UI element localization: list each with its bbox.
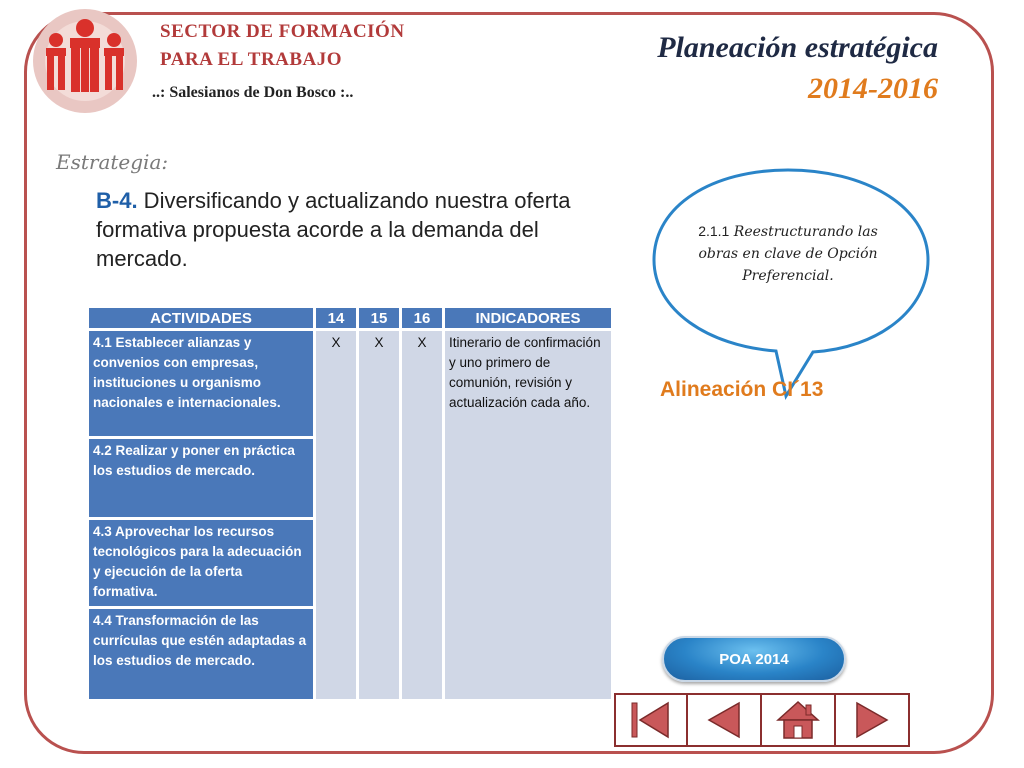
page-years: 2014-2016 [808,72,938,105]
bubble-code: 2.1.1 [698,223,730,239]
org-title [160,18,405,74]
bubble-text [680,220,896,287]
previous-slide-button[interactable] [688,693,762,747]
activity-cell: 4.1 Establecer alianzas y convenios con empresas, instituciones u organismo nacionales e internacionales. [88,330,315,438]
page-title: Planeación estratégica [657,31,938,64]
header-year-16: 16 [401,307,444,330]
mark-14-cell: X [315,330,358,701]
header-year-15: 15 [358,307,401,330]
strategy-label: Estrategia: [56,150,169,174]
org-title-line2: PARA EL TRABAJO [160,49,343,70]
strategy-description: Diversificando y actualizando nuestra oferta formativa propuesta acorde a la demanda del mercado. [96,188,571,271]
slide-navigation [614,693,910,747]
first-slide-icon [628,700,674,740]
bubble-description: Reestructurando las obras en clave de Opción Preferencial. [698,224,878,284]
activity-cell: 4.4 Transformación de las currículas que estén adaptadas a los estudios de mercado. [88,608,315,701]
next-slide-button[interactable] [836,693,910,747]
org-subtitle: ..: Salesianos de Don Bosco :.. [152,84,354,101]
indicator-cell: Itinerario de confirmación y uno primero de comunión, revisión y actualización cada año. [444,330,613,701]
table-row [88,330,613,438]
header-year-14: 14 [315,307,358,330]
activities-table [86,305,614,702]
table-header-row [88,307,613,330]
first-slide-button[interactable] [614,693,688,747]
mark-15-cell: X [358,330,401,701]
org-title-line1: SECTOR DE FORMACIÓN [160,21,405,42]
home-icon [775,699,821,741]
activity-cell: 4.3 Aprovechar los recursos tecnológicos para la adecuación y ejecución de la oferta formativa. [88,519,315,608]
strategy-code: B-4. [96,188,138,213]
salesianos-logo-icon [26,6,144,116]
header-indicators: INDICADORES [444,307,613,330]
strategy-text [96,186,616,273]
home-button[interactable] [762,693,836,747]
previous-slide-icon [701,700,747,740]
activity-cell: 4.2 Realizar y poner en práctica los estudios de mercado. [88,438,315,519]
alignment-label: Alineación CI´13 [660,378,824,401]
poa-2014-button[interactable]: POA 2014 [662,636,846,682]
mark-16-cell: X [401,330,444,701]
header-activities: ACTIVIDADES [88,307,315,330]
next-slide-icon [849,700,895,740]
